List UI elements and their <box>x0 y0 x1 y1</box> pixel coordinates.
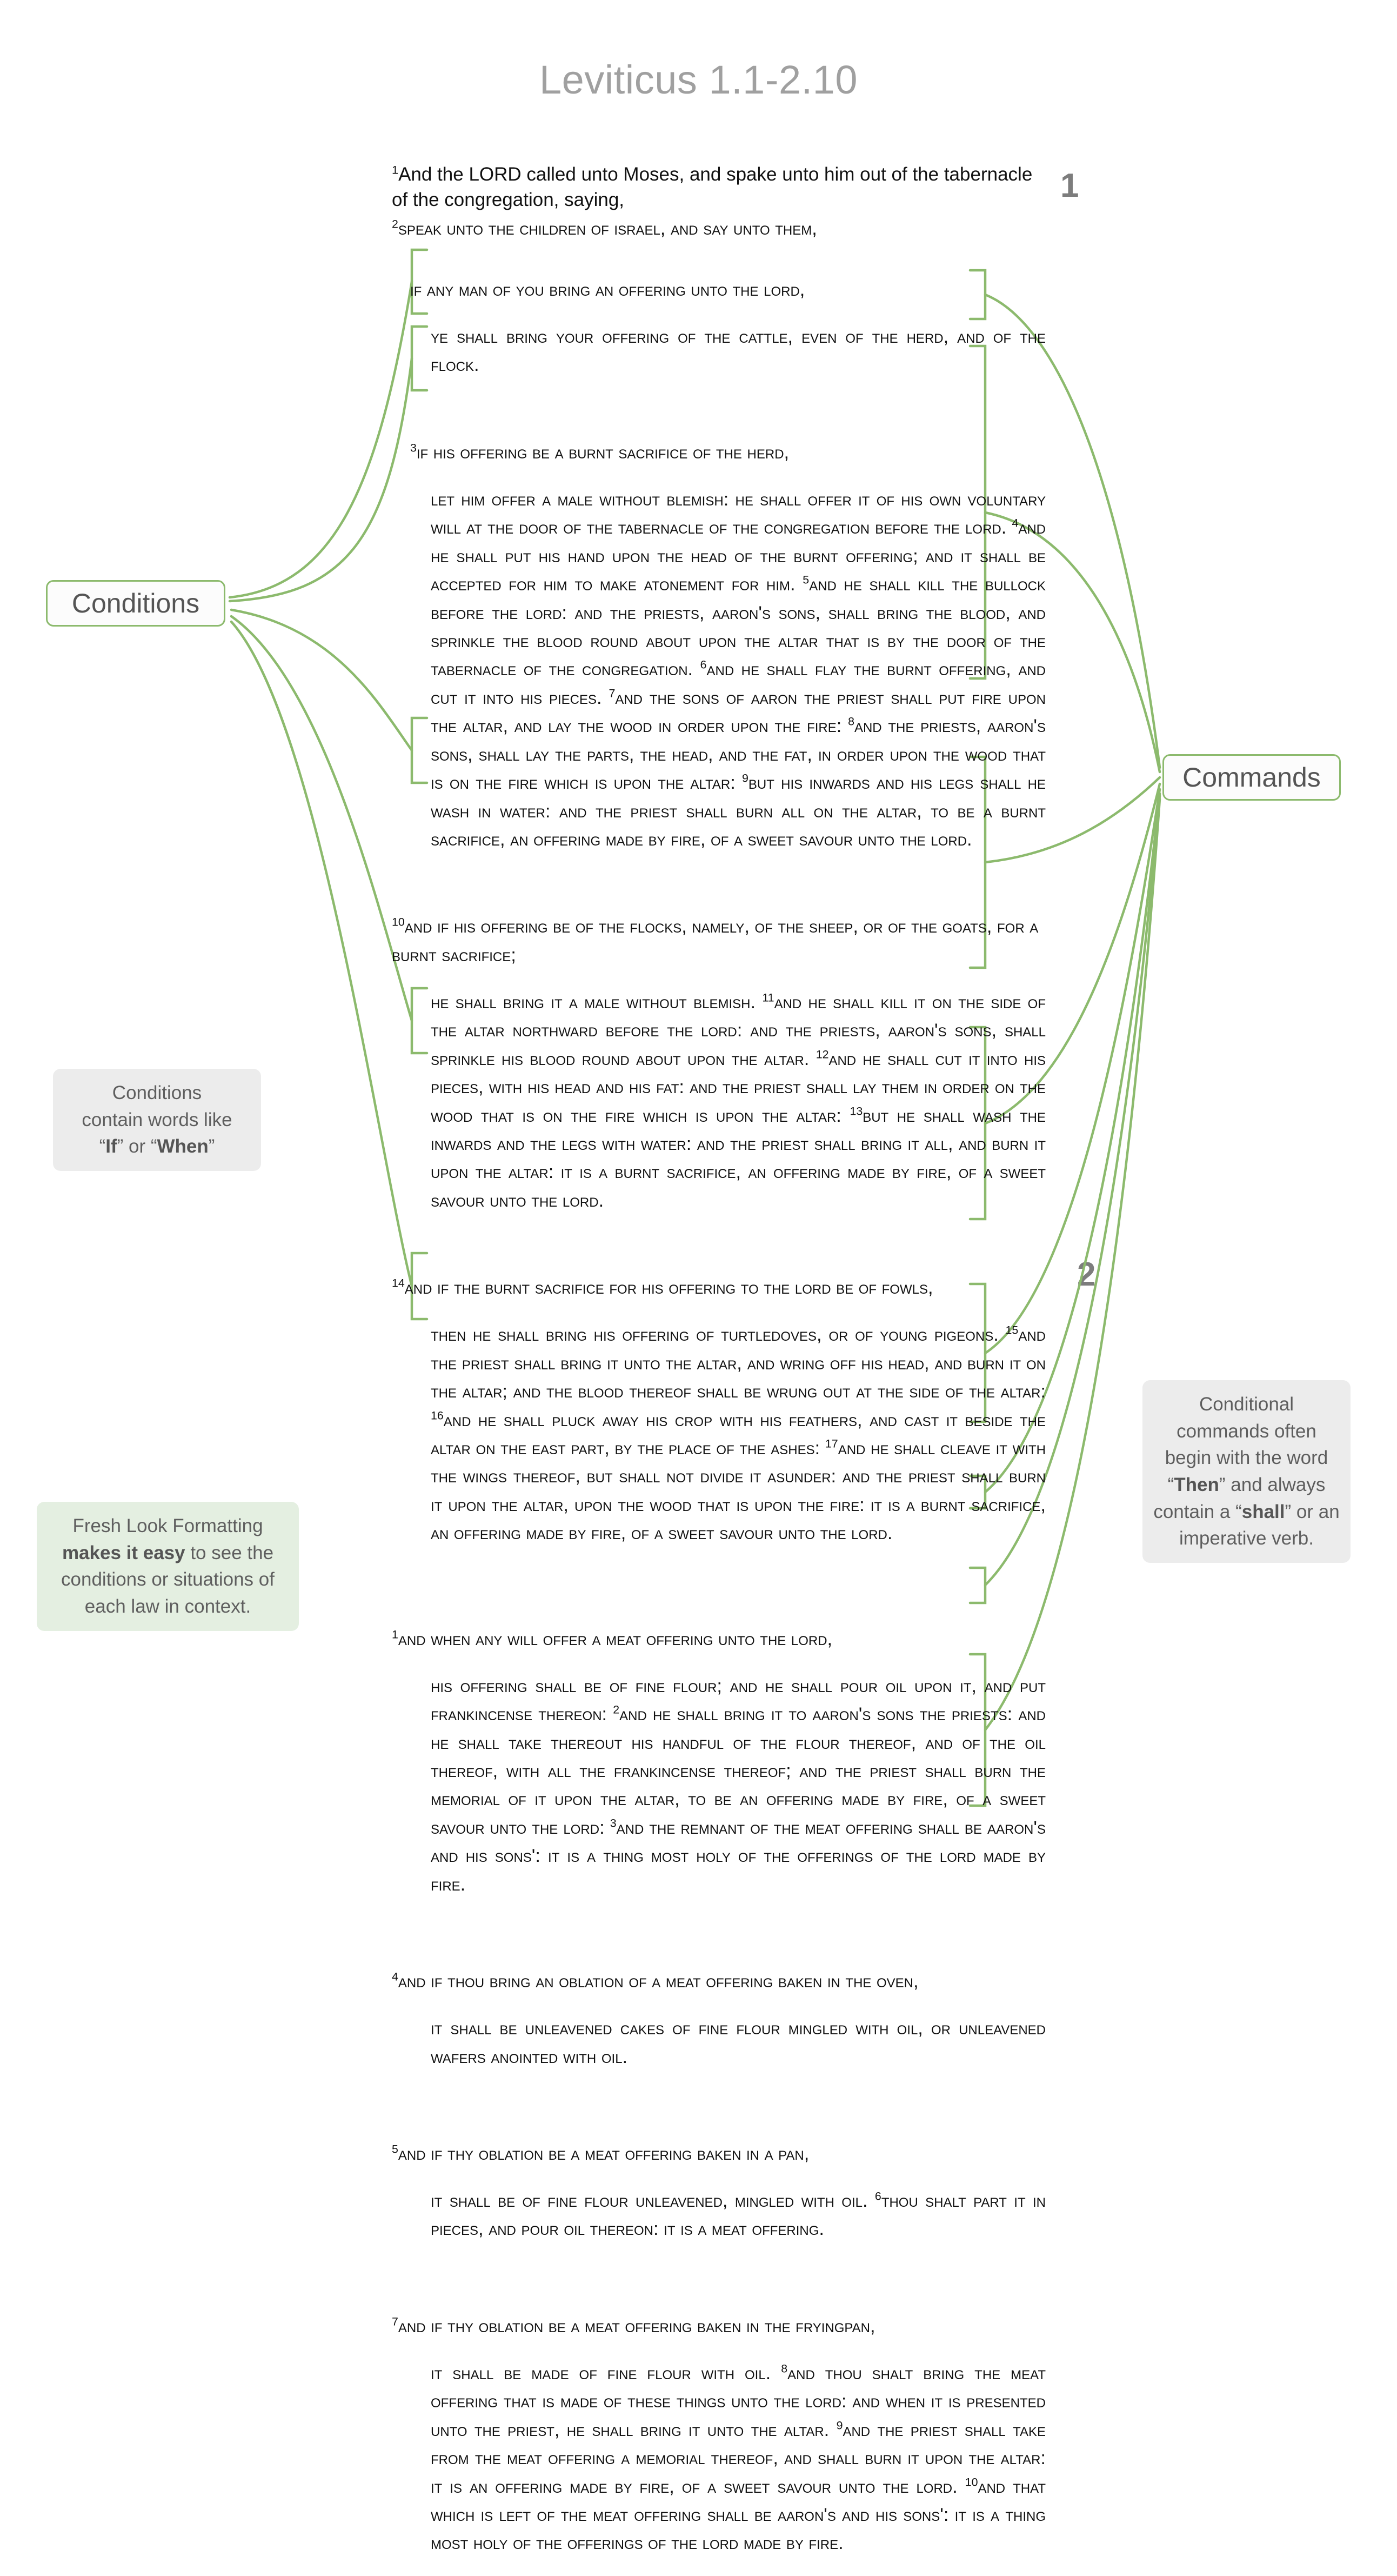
verse-number: 10 <box>965 2475 978 2489</box>
command-clause-3 <box>431 988 1046 1215</box>
command-text: and he shall bring it to aaron's sons the priests: and he shall take thereout his handful of the flour thereof, and of the oil thereof, with all the frankincense thereof; and the priest shall burn the memorial of it upon the altar, to be an offering made by fire, of a sweet savour unto the lord: <box>431 1704 1046 1838</box>
command-text: it shall be of fine flour unleavened, mingled with oil. <box>431 2190 875 2211</box>
callout-fresh-look-note <box>37 1502 299 1631</box>
verse-number: 2 <box>613 1703 620 1716</box>
scripture-column <box>392 162 1046 2576</box>
node-label-conditions: Conditions <box>71 588 200 618</box>
condition-text: and if thou bring an oblation of a meat offering baken in the oven, <box>398 1971 919 1992</box>
verse-number: 7 <box>392 2315 398 2328</box>
quote-close-1: ” <box>117 1136 124 1157</box>
cmd-note-before: Conditional commands often begin with the word “ <box>1165 1394 1328 1496</box>
command-clause-6 <box>431 2014 1046 2071</box>
mindmap-node-conditions[interactable] <box>46 580 225 627</box>
callout-commands-note <box>1142 1380 1351 1563</box>
verse-1-1 <box>392 162 1046 212</box>
condition-text: if any man of you bring an offering unto the lord, <box>410 279 805 301</box>
command-text: and he shall kill it on the side of the altar northward before the lord: and the priests, aaron's sons, shall sprinkle his blood round about upon the altar. <box>431 991 1046 1069</box>
verse-number: 5 <box>392 2142 398 2156</box>
command-text: he shall bring it a male without blemish. <box>431 991 763 1013</box>
verse-number: 5 <box>803 573 810 587</box>
condition-text: and when any will offer a meat offering unto the lord, <box>398 1628 833 1649</box>
verse-number: 14 <box>392 1276 405 1290</box>
quote-open-2: “ <box>150 1136 157 1157</box>
verse-number: 16 <box>431 1409 444 1422</box>
condition-text: if his offering be a burnt sacrifice of the herd, <box>416 442 790 463</box>
command-text: but he shall wash the inwards and the legs with water: and the priest shall bring it all, and burn it upon the altar: it is a burnt sacrifice, an offering made by fire, of a sweet savour unto the lord. <box>431 1105 1046 1211</box>
verse-number: 4 <box>1012 516 1019 530</box>
callout-line-2: contain words like <box>82 1109 232 1130</box>
verse-number: 8 <box>781 2362 788 2375</box>
fresh-text-after: to see the conditions or situations of each law in context. <box>61 1542 275 1618</box>
mindmap-node-commands[interactable] <box>1162 754 1341 801</box>
verse-number: 2 <box>392 217 398 231</box>
curve-cond-2 <box>230 358 412 601</box>
curve-cond-3 <box>231 610 412 750</box>
verse-number: 10 <box>392 915 405 929</box>
verse-number: 4 <box>392 1970 398 1983</box>
keyword-shall: shall <box>1241 1501 1285 1522</box>
fresh-text-before: Fresh Look Formatting <box>72 1515 263 1536</box>
condition-clause-6 <box>392 1967 1046 1995</box>
condition-clause-8 <box>392 2312 1046 2340</box>
node-label-commands: Commands <box>1182 762 1321 793</box>
verse-number: 17 <box>825 1437 838 1450</box>
condition-text: and if thy oblation be a meat offering baken in the fryingpan, <box>398 2315 875 2337</box>
chapter-number-2: 2 <box>1077 1256 1096 1293</box>
cmd-note-middle: ” and always contain a “ <box>1153 1474 1326 1522</box>
command-clause-4 <box>431 1321 1046 1548</box>
command-text: let him offer a male without blemish: he shall offer it of his own voluntary will at the door of the tabernacle of the congregation before the lord. <box>431 489 1046 538</box>
command-text: and he shall put his hand upon the head of the burnt offering; and it shall be accepted for him to make atonement for him. <box>431 517 1046 595</box>
command-text: and the priest shall take from the meat offering a memorial thereof, and shall burn it upon the altar: it is an offering made by fire, of a sweet savour unto the lord. <box>431 2419 1046 2497</box>
condition-clause-3 <box>392 913 1046 969</box>
verse-number: 8 <box>848 715 854 728</box>
command-text: his offering shall be of fine flour; and he shall pour oil upon it, and put frankincense thereon: <box>431 1675 1046 1725</box>
command-text: and thou shalt bring the meat offering that is made of these things unto the lord: and when it is presented unto the priest, he shall bring it unto the altar. <box>431 2362 1046 2440</box>
command-clause-5 <box>431 1672 1046 1899</box>
keyword-then: Then <box>1174 1474 1219 1496</box>
condition-text: and if the burnt sacrifice for his offering to the lord be of fowls, <box>404 1277 933 1299</box>
chapter-number-1: 1 <box>1060 167 1079 204</box>
command-clause-1 <box>431 323 1046 380</box>
command-text: it shall be made of fine flour with oil. <box>431 2362 781 2384</box>
verse-number: 3 <box>610 1816 617 1830</box>
command-text: and he shall pluck away his crop with his feathers, and cast it beside the altar on the east part, by the place of the ashes: <box>431 1409 1046 1459</box>
verse-text: And the LORD called unto Moses, and spake unto him out of the tabernacle of the congregation, saying, <box>392 164 1033 210</box>
cmd-note-after: ” or an imperative verb. <box>1179 1501 1340 1549</box>
callout-line-1: Conditions <box>112 1082 202 1103</box>
keyword-when: When <box>157 1136 209 1157</box>
command-text: and the remnant of the meat offering shall be aaron's and his sons': it is a thing most holy of the offerings of the lord made by fire. <box>431 1817 1046 1895</box>
verse-number: 13 <box>850 1104 863 1118</box>
command-text: and the priests, aaron's sons, shall lay the parts, the head, and the fat, in order upon the wood that is on the fire which is upon the altar: <box>431 716 1046 794</box>
command-text: and he shall kill the bullock before the lord: and the priests, aaron's sons, shall bring the blood, and sprinkle the blood round about upon the altar that is by the door of the tabernacle of the congregation. <box>431 574 1046 680</box>
quote-open-1: “ <box>99 1136 106 1157</box>
command-text: but his inwards and his legs shall he wash in water: and the priest shall burn all on the altar, to be a burnt sacrifice, an offering made by fire, of a sweet savour unto the lord. <box>431 773 1046 850</box>
command-text: and he shall cleave it with the wings thereof, but shall not divide it asunder: and the priest shall burn it upon the altar, upon the wood that is upon the fire: it is a burnt sacrifice, an offering made by fire, of a sweet savour unto the lord. <box>431 1438 1046 1544</box>
verse-number: 6 <box>700 658 707 671</box>
command-text: it shall be unleavened cakes of fine flour mingled with oil, or unleavened wafers anointed with oil. <box>431 2018 1046 2067</box>
command-text: and the priest shall bring it unto the altar, and wring off his head, and burn it on the altar; and the blood thereof shall be wrung out at the side of the altar: <box>431 1324 1046 1402</box>
verse-number: 7 <box>609 687 616 700</box>
verse-number: 6 <box>874 2189 881 2203</box>
condition-clause-7 <box>392 2140 1046 2168</box>
curve-cond-4 <box>231 616 412 1021</box>
command-text: and he shall flay the burnt offering, and cut it into his pieces. <box>431 659 1046 708</box>
condition-text: and if his offering be of the flocks, namely, of the sheep, or of the goats, for a burnt sacrifice; <box>392 916 1039 966</box>
verse-number: 11 <box>762 991 774 1004</box>
verse-number: 9 <box>742 771 748 785</box>
condition-clause-2 <box>410 438 1046 467</box>
command-clause-8 <box>431 2359 1046 2558</box>
curve-cond-1 <box>230 282 412 597</box>
command-text: and that which is left of the meat offering shall be aaron's and his sons': it is a thing most holy of the offerings of the lord made by fire. <box>431 2476 1046 2554</box>
command-text: thou shalt part it in pieces, and pour oil thereon: it is a meat offering. <box>431 2190 1046 2240</box>
condition-clause-5 <box>392 1625 1046 1653</box>
command-text: and he shall cut it into his pieces, with his head and his fat: and the priest shall lay them in order on the wood that is on the fire which is upon the altar: <box>431 1048 1046 1126</box>
verse-number: 3 <box>410 441 417 455</box>
conjunction-or: or <box>123 1136 151 1157</box>
quote-close-2: ” <box>208 1136 215 1157</box>
verse-1-2 <box>392 215 1046 243</box>
condition-text: and if thy oblation be a meat offering baken in a pan, <box>398 2144 810 2165</box>
command-clause-2 <box>431 485 1046 854</box>
command-text: ye shall bring your offering of the cattle, even of the herd, and of the flock. <box>431 326 1046 376</box>
condition-clause-4 <box>392 1274 1046 1302</box>
condition-clause-1 <box>410 276 1046 304</box>
command-clause-7 <box>431 2187 1046 2244</box>
verse-number: 9 <box>836 2419 843 2432</box>
verse-number: 1 <box>392 163 399 177</box>
curve-cond-5 <box>231 622 412 1286</box>
verse-number: 12 <box>816 1048 829 1061</box>
verse-number: 15 <box>1005 1323 1019 1337</box>
command-text: then he shall bring his offering of turtledoves, or of young pigeons. <box>431 1324 1006 1346</box>
page-title: Leviticus 1.1-2.10 <box>539 57 858 102</box>
fresh-text-bold: makes it easy <box>62 1542 185 1563</box>
command-text: and the sons of aaron the priest shall put fire upon the altar, and lay the wood in order upon the fire: <box>431 687 1046 737</box>
keyword-if: If <box>105 1136 117 1157</box>
callout-conditions-note <box>53 1069 261 1171</box>
verse-number: 1 <box>392 1628 398 1641</box>
verse-text: speak unto the children of israel, and say unto them, <box>398 218 817 239</box>
